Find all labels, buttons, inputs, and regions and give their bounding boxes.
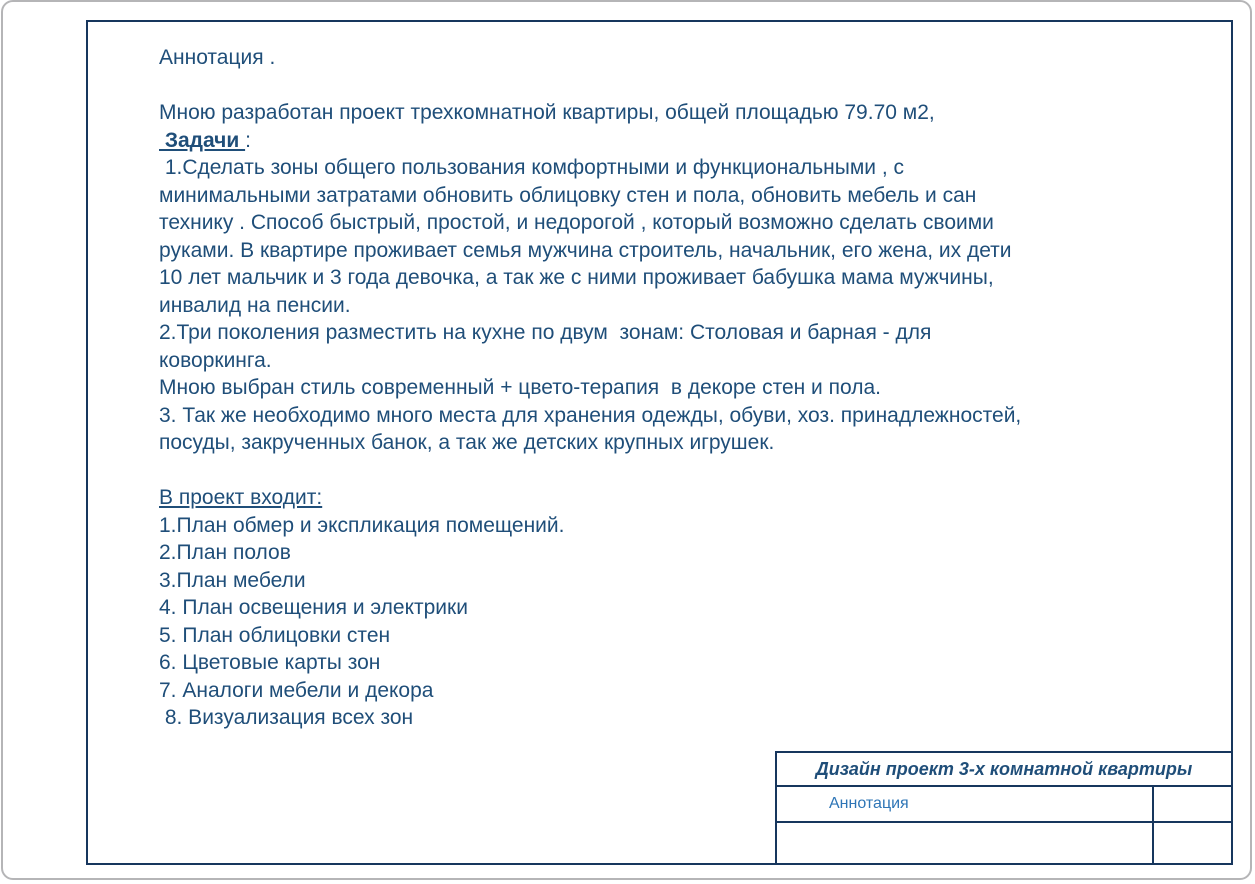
include-line: 6. Цветовые карты зон — [159, 651, 381, 674]
include-line: 8. Визуализация всех зон — [159, 706, 414, 729]
intro-line: Мною разработан проект трехкомнатной квартиры, общей площадью 79.70 м2, — [159, 101, 935, 124]
include-line: 3.План мебели — [159, 568, 306, 592]
include-line: 4. План освещения и электрики — [159, 596, 468, 619]
body-line: инвалид на пенсии. — [159, 293, 351, 317]
tasks-heading — [159, 127, 1209, 155]
title-block-project-title: Дизайн проект 3-х комнатной квартиры — [777, 753, 1231, 787]
includes-heading: В проект входит: — [159, 486, 323, 509]
title-block-sheet-number-cell — [1154, 787, 1231, 823]
body-line: 2.Три поколения разместить на кухне по двум зонам: Столовая и барная - для — [159, 321, 932, 344]
include-line: 7. Аналоги мебели и декора — [159, 678, 434, 702]
include-line: 2.План полов — [159, 541, 291, 564]
body-line: технику . Способ быстрый, простой, и недорогой , который возможно сделать своими — [159, 211, 994, 234]
title-block — [775, 751, 1233, 865]
include-line: 1.План обмер и экспликация помещений. — [159, 513, 565, 537]
title-block-empty-cell — [1154, 823, 1231, 863]
blank-line — [159, 72, 1209, 100]
tasks-label: Задачи — [159, 128, 246, 152]
body-line: посуды, закрученных банок, а так же детских крупных игрушек. — [159, 431, 775, 454]
body-line: коворкинга. — [159, 348, 272, 372]
body-line: 3. Так же необходимо много места для хранения одежды, обуви, хоз. принадлежностей, — [159, 403, 1022, 427]
body-line: минимальными затратами обновить облицовку стен и пола, обновить мебель и сан — [159, 183, 977, 207]
body-line: руками. В квартире проживает семья мужчина строитель, начальник, его жена, их дети — [159, 238, 1012, 262]
body-line: 1.Сделать зоны общего пользования комфортными и функциональными , с — [159, 156, 905, 179]
title-block-sheet-name: Аннотация — [777, 787, 1154, 823]
annotation-heading: Аннотация . — [159, 46, 276, 69]
body-line: Мною выбран стиль современный + цвето-терапия в декоре стен и пола. — [159, 376, 881, 399]
include-line: 5. План облицовки стен — [159, 623, 391, 647]
title-block-empty-cell — [777, 823, 1154, 863]
annotation-content — [159, 44, 1209, 732]
blank-line — [159, 457, 1209, 485]
body-line: 10 лет мальчик и 3 года девочка, а так же с ними проживает бабушка мама мужчины, — [159, 266, 994, 289]
tasks-colon: : — [245, 128, 251, 152]
